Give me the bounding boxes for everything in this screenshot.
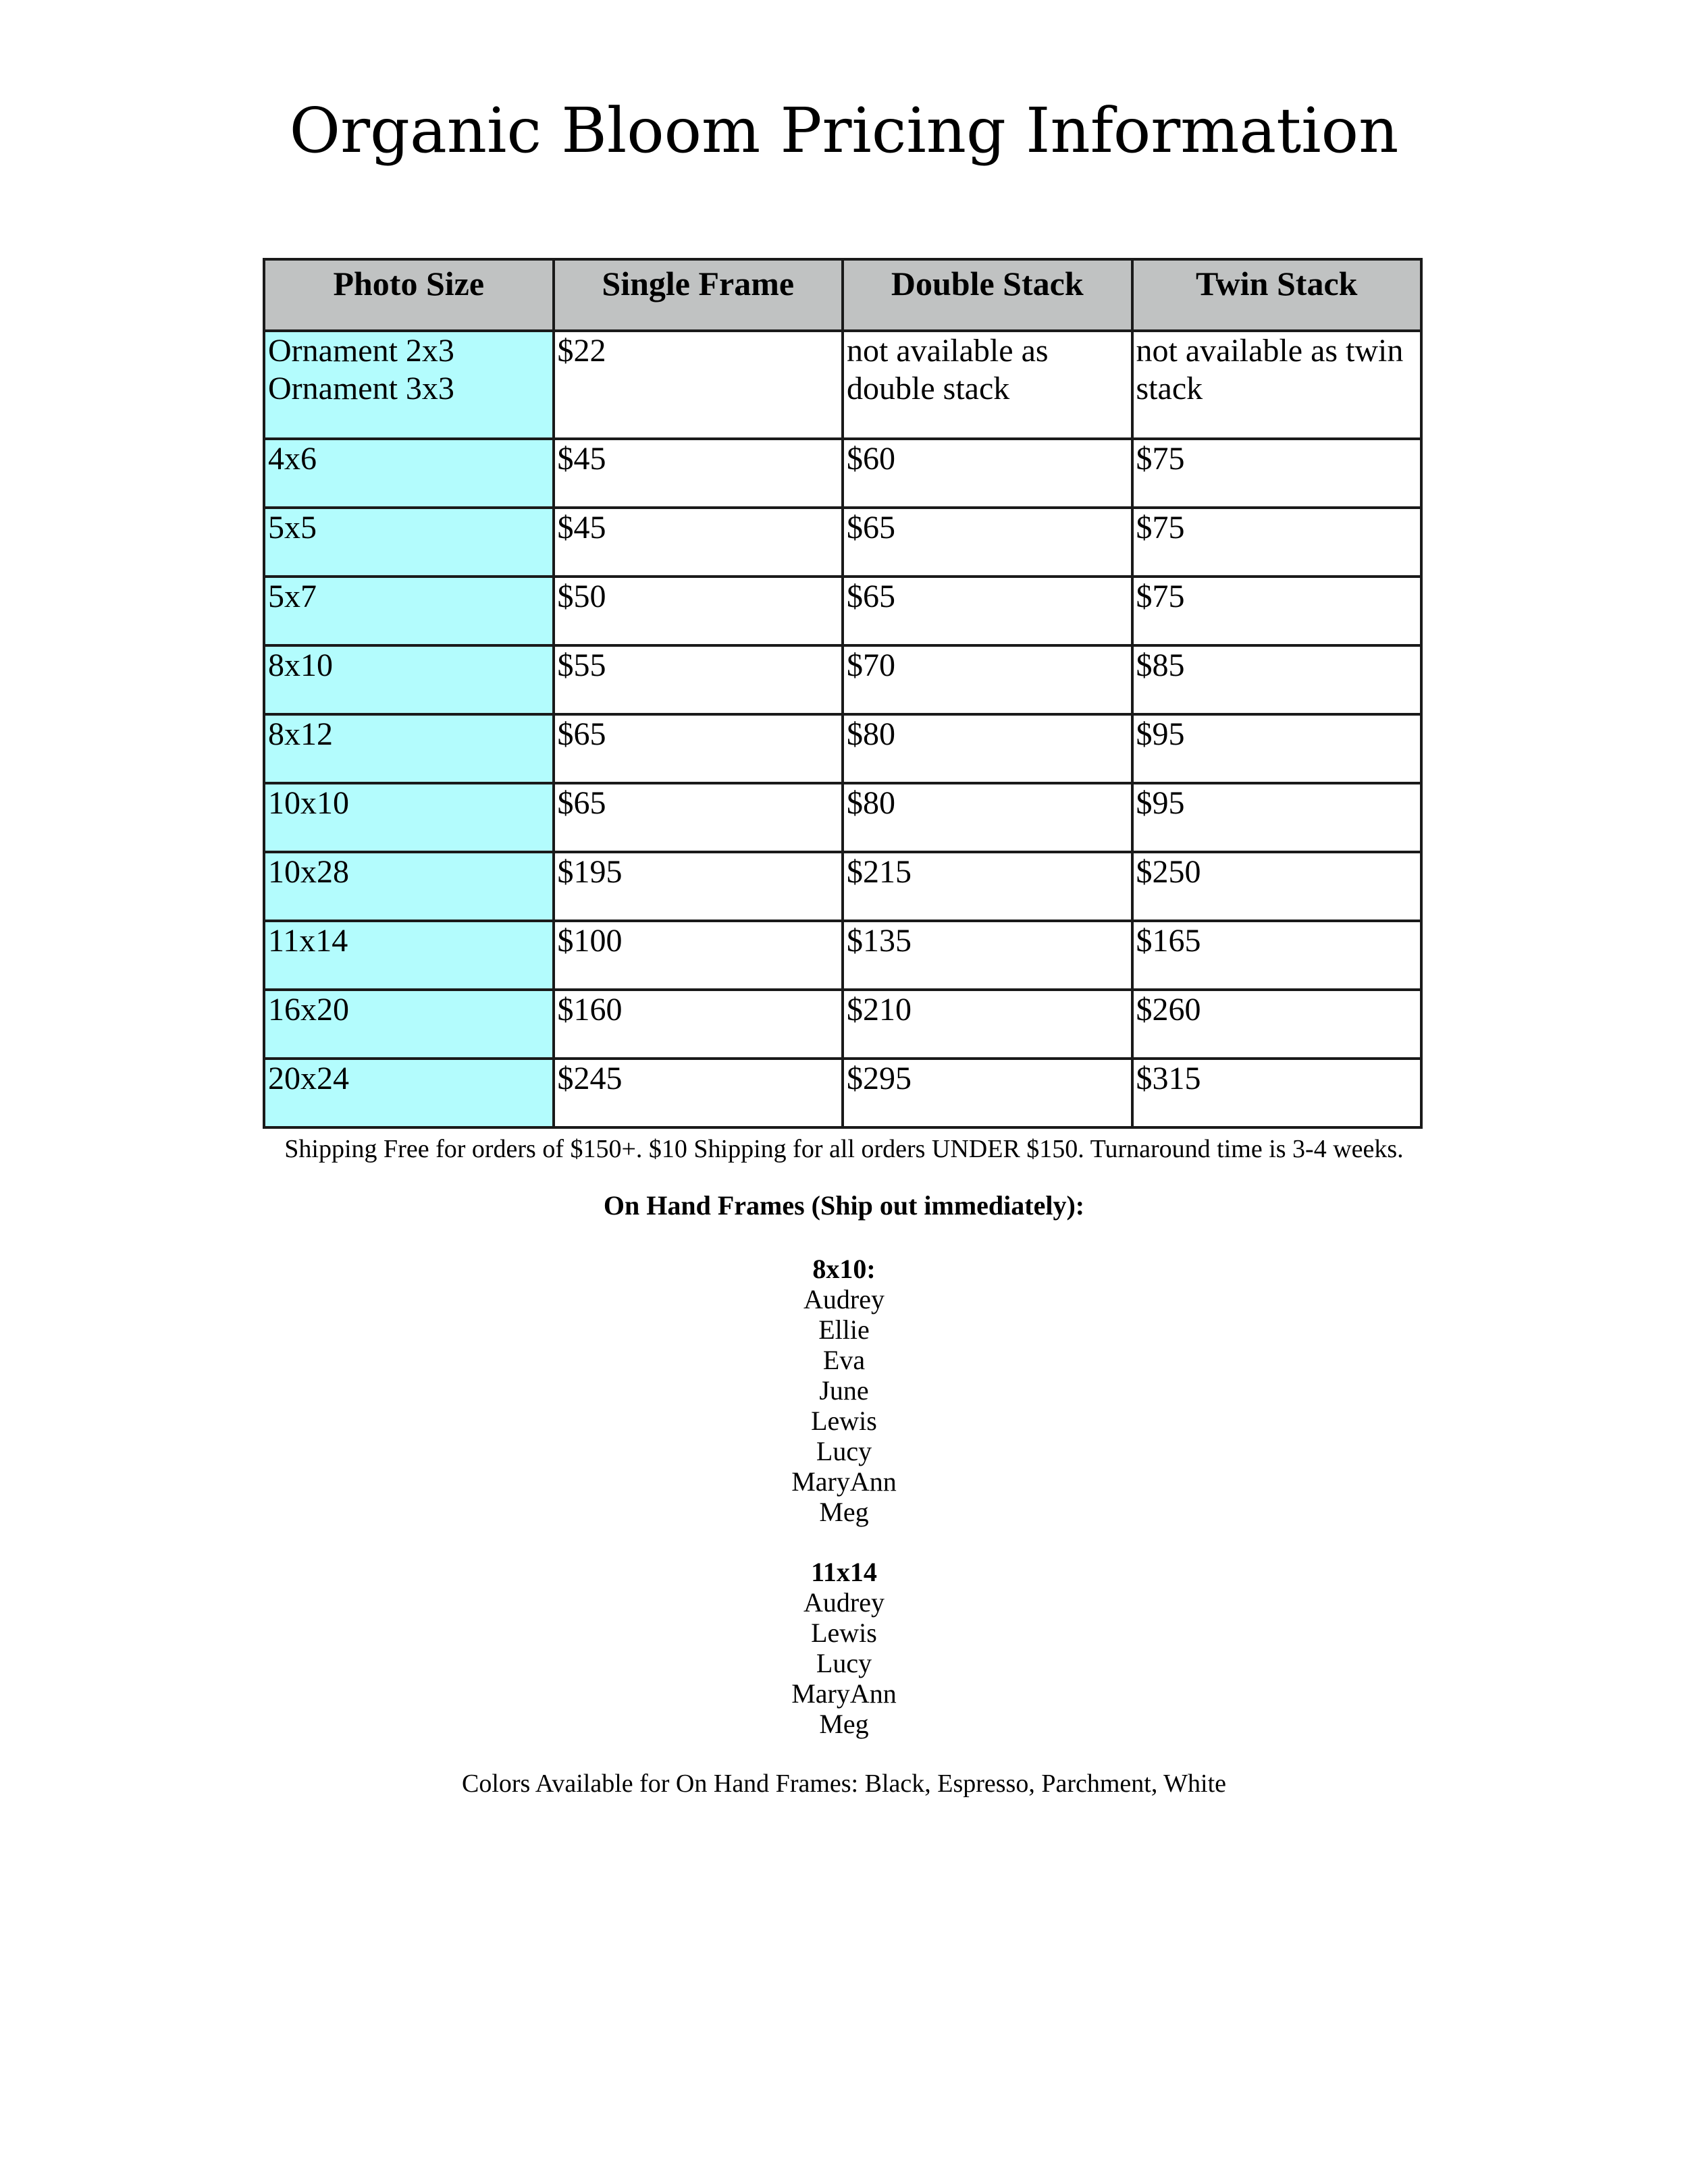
table-row bbox=[264, 921, 1421, 990]
double-stack-price: $210 bbox=[843, 990, 1132, 1059]
twin-stack-price: $95 bbox=[1132, 714, 1422, 783]
photo-size-line: Ornament 2x3 bbox=[268, 333, 454, 369]
twin-stack-price: $75 bbox=[1132, 577, 1422, 645]
group-title: 8x10: bbox=[812, 1254, 876, 1284]
twin-stack-price: $95 bbox=[1132, 783, 1422, 852]
twin-stack-price: $315 bbox=[1132, 1059, 1422, 1127]
photo-size-line: Ornament 3x3 bbox=[268, 371, 454, 406]
frame-name: MaryAnn bbox=[791, 1466, 897, 1497]
photo-size-cell: 8x10 bbox=[264, 645, 554, 714]
on-hand-group-8x10 bbox=[0, 1254, 1688, 1527]
single-frame-price: $55 bbox=[554, 645, 843, 714]
on-hand-heading: On Hand Frames (Ship out immediately): bbox=[603, 1190, 1085, 1221]
table-row bbox=[264, 714, 1421, 783]
table-row bbox=[264, 508, 1421, 577]
table-row bbox=[264, 577, 1421, 645]
twin-stack-price: $260 bbox=[1132, 990, 1422, 1059]
twin-stack-price: $75 bbox=[1132, 439, 1422, 508]
twin-stack-price: $165 bbox=[1132, 921, 1422, 990]
table-row bbox=[264, 331, 1421, 439]
twin-stack-price: $85 bbox=[1132, 645, 1422, 714]
table-row bbox=[264, 439, 1421, 508]
photo-size-cell: 5x7 bbox=[264, 577, 554, 645]
frame-name: Meg bbox=[819, 1709, 869, 1739]
single-frame-price: $160 bbox=[554, 990, 843, 1059]
frame-name: Lucy bbox=[816, 1648, 872, 1678]
frame-name: Lucy bbox=[816, 1436, 872, 1466]
header-photo-size: Photo Size bbox=[264, 259, 554, 331]
frame-name: MaryAnn bbox=[791, 1678, 897, 1709]
twin-stack-price: $250 bbox=[1132, 852, 1422, 921]
double-stack-price: $65 bbox=[843, 508, 1132, 577]
double-stack-price: $80 bbox=[843, 783, 1132, 852]
photo-size-cell bbox=[264, 331, 554, 439]
table-row bbox=[264, 990, 1421, 1059]
single-frame-price: $65 bbox=[554, 783, 843, 852]
double-stack-price: $65 bbox=[843, 577, 1132, 645]
header-twin-stack: Twin Stack bbox=[1132, 259, 1422, 331]
colors-note: Colors Available for On Hand Frames: Black, Espresso, Parchment, White bbox=[461, 1769, 1227, 1798]
frame-name: Audrey bbox=[803, 1587, 885, 1618]
group-title: 11x14 bbox=[811, 1557, 877, 1587]
single-frame-price: $22 bbox=[554, 331, 843, 439]
page-title: Organic Bloom Pricing Information bbox=[289, 95, 1399, 167]
shipping-note: Shipping Free for orders of $150+. $10 Shipping for all orders UNDER $150. Turnaround time is 3-4 weeks. bbox=[284, 1135, 1404, 1163]
photo-size-cell: 16x20 bbox=[264, 990, 554, 1059]
double-stack-price: $60 bbox=[843, 439, 1132, 508]
photo-size-cell: 5x5 bbox=[264, 508, 554, 577]
frame-name: Lewis bbox=[811, 1406, 877, 1436]
single-frame-price: $45 bbox=[554, 439, 843, 508]
pricing-table bbox=[263, 258, 1423, 1129]
twin-stack-price: not available as twin stack bbox=[1132, 331, 1422, 439]
twin-stack-price: $75 bbox=[1132, 508, 1422, 577]
table-row bbox=[264, 783, 1421, 852]
double-stack-price: $135 bbox=[843, 921, 1132, 990]
single-frame-price: $45 bbox=[554, 508, 843, 577]
photo-size-cell: 11x14 bbox=[264, 921, 554, 990]
frame-name: June bbox=[819, 1375, 869, 1406]
table-row bbox=[264, 1059, 1421, 1127]
photo-size-cell: 4x6 bbox=[264, 439, 554, 508]
frame-name: Eva bbox=[822, 1345, 866, 1375]
photo-size-cell: 10x10 bbox=[264, 783, 554, 852]
table-row bbox=[264, 852, 1421, 921]
table-row bbox=[264, 645, 1421, 714]
photo-size-cell: 8x12 bbox=[264, 714, 554, 783]
double-stack-price: $295 bbox=[843, 1059, 1132, 1127]
frame-name: Audrey bbox=[803, 1284, 885, 1314]
double-stack-price: $70 bbox=[843, 645, 1132, 714]
frame-name: Ellie bbox=[818, 1314, 870, 1345]
single-frame-price: $100 bbox=[554, 921, 843, 990]
header-single-frame: Single Frame bbox=[554, 259, 843, 331]
frame-name: Meg bbox=[819, 1497, 869, 1527]
header-double-stack: Double Stack bbox=[843, 259, 1132, 331]
photo-size-cell: 20x24 bbox=[264, 1059, 554, 1127]
single-frame-price: $50 bbox=[554, 577, 843, 645]
double-stack-price: $80 bbox=[843, 714, 1132, 783]
frame-name: Lewis bbox=[811, 1618, 877, 1648]
table-header-row bbox=[264, 259, 1421, 331]
double-stack-price: $215 bbox=[843, 852, 1132, 921]
single-frame-price: $245 bbox=[554, 1059, 843, 1127]
single-frame-price: $195 bbox=[554, 852, 843, 921]
on-hand-group-11x14 bbox=[0, 1557, 1688, 1739]
single-frame-price: $65 bbox=[554, 714, 843, 783]
double-stack-price: not available as double stack bbox=[843, 331, 1132, 439]
photo-size-cell: 10x28 bbox=[264, 852, 554, 921]
